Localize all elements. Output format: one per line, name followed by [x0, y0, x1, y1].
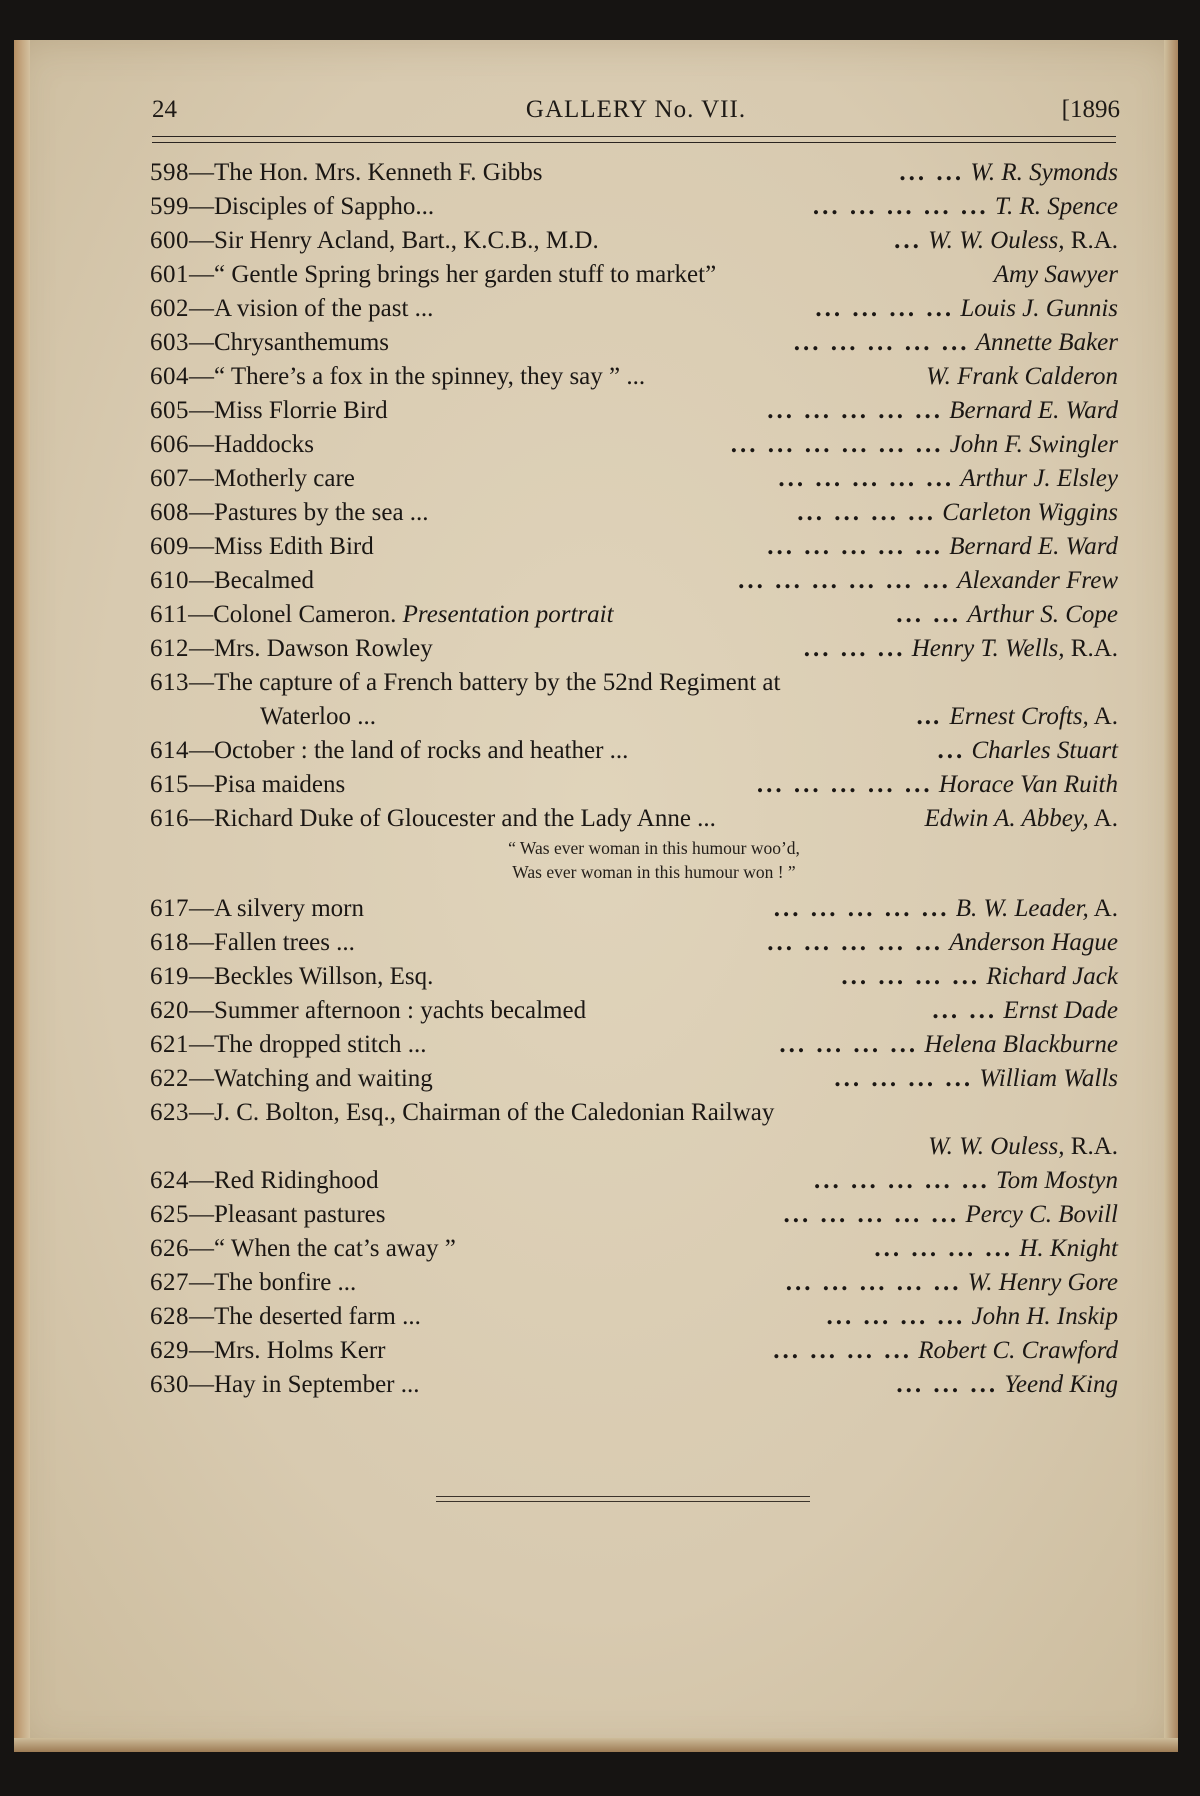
artist-name: Richard Jack [986, 963, 1118, 990]
entry-number: 609 [150, 533, 189, 560]
page-left-edge [14, 40, 30, 1752]
artist-name: Charles Stuart [971, 737, 1118, 764]
catalogue-entry [150, 1164, 1118, 1198]
catalogue-entry [150, 156, 1118, 190]
leader-dots: ... ... ... ... ... [793, 329, 970, 356]
entries-group-a [150, 156, 1118, 666]
catalogue-entry [150, 394, 1118, 428]
entry-number: 605 [150, 397, 189, 424]
artist-name: Ernst Dade [1003, 997, 1118, 1024]
quotation [150, 836, 1118, 892]
entry-title: —A silvery morn [189, 895, 364, 922]
artist-name: Edwin A. Abbey, [924, 805, 1089, 832]
entry-title: —Disciples of Sappho... [189, 193, 435, 220]
leader-dots: ... ... ... ... ... [767, 929, 944, 956]
artist-name: Percy C. Bovill [965, 1201, 1118, 1228]
entry-number: 604 [150, 363, 189, 390]
catalogue-entry [150, 360, 1118, 394]
page-right-edge [1164, 40, 1178, 1752]
artist-suffix: A. [1088, 805, 1118, 832]
catalogue-entry [150, 598, 1118, 632]
catalogue-entry [150, 734, 1118, 768]
leader-dots-visible: ... [916, 703, 950, 730]
entry-number: 619 [150, 963, 189, 990]
entry-title: —The deserted farm ... [189, 1303, 421, 1330]
entry-number: 603 [150, 329, 189, 356]
catalogue-entry-continued [150, 700, 1118, 734]
page-number: 24 [152, 96, 177, 123]
artist-name: Amy Sawyer [993, 261, 1118, 288]
entry-title: —Haddocks [189, 431, 314, 458]
gallery-title: GALLERY No. VII. [525, 96, 747, 123]
catalogue-entry [150, 802, 1118, 836]
catalogue-entry [150, 1300, 1118, 1334]
entry-title: —“ When the cat’s away ” [189, 1235, 456, 1262]
catalogue-entry [150, 892, 1118, 926]
leader-dots: ... ... ... ... ... ... [730, 431, 944, 458]
catalogue-entry [150, 224, 1118, 258]
artist-name: John F. Swingler [949, 431, 1118, 458]
catalogue-entry [150, 462, 1118, 496]
entry-number: 607 [150, 465, 189, 492]
entry-title: —Pastures by the sea ... [189, 499, 429, 526]
entry-number: 622 [150, 1065, 189, 1092]
entry-title: —A vision of the past ... [189, 295, 434, 322]
leader-dots: ... ... ... ... ... [773, 895, 950, 922]
artist-suffix: R.A. [1064, 227, 1118, 254]
leader-dots: ... [894, 227, 922, 254]
quote-line-2: Was ever woman in this humour won ! ” [512, 862, 796, 882]
entry-number: 626 [150, 1235, 189, 1262]
running-header [152, 96, 1120, 130]
entry-title: —Pisa maidens [189, 771, 346, 798]
end-rule [436, 1496, 810, 1502]
entry-title: —The capture of a French battery by the 52nd Regiment at [189, 669, 781, 696]
catalogue-entry [150, 564, 1118, 598]
entry-number: 598 [150, 159, 189, 186]
entry-number: 611 [150, 601, 189, 628]
catalogue-entry [150, 1232, 1118, 1266]
page-bottom-edge [14, 1738, 1178, 1752]
artist-name: Annette Baker [975, 329, 1118, 356]
entry-number: 608 [150, 499, 189, 526]
entry-title: —Sir Henry Acland, Bart., K.C.B., M.D. [189, 227, 599, 254]
artist-name: Horace Van Ruith [938, 771, 1118, 798]
entry-number: 601 [150, 261, 189, 288]
entry-title: —Hay in September ... [189, 1371, 420, 1398]
entry-number: 624 [150, 1167, 189, 1194]
leader-dots: ... ... ... ... ... [756, 771, 933, 798]
artist-name: Anderson Hague [949, 929, 1118, 956]
entry-title: —Miss Florrie Bird [189, 397, 388, 424]
artist-name: Alexander Frew [957, 567, 1118, 594]
artist-name: Robert C. Crawford [918, 1337, 1118, 1364]
entry-title: —Miss Edith Bird [189, 533, 374, 560]
entry-number: 613 [150, 669, 189, 696]
leader-dots: ... ... [896, 601, 962, 628]
artist-suffix: A. [1088, 895, 1118, 922]
leader-dots: ... ... ... ... [841, 963, 981, 990]
entry-number: 615 [150, 771, 189, 798]
entry-number: 610 [150, 567, 189, 594]
leader-dots: ... ... ... ... [874, 1235, 1014, 1262]
artist-name: W. W. Ouless, [928, 227, 1065, 254]
entry-title: —The Hon. Mrs. Kenneth F. Gibbs [189, 159, 543, 186]
leader-dots: ... ... ... ... [834, 1065, 974, 1092]
leader-dots: ... ... ... [896, 1371, 999, 1398]
entry-number: 629 [150, 1337, 189, 1364]
entry-number: 617 [150, 895, 189, 922]
artist-suffix: A. [1088, 703, 1118, 730]
artist-suffix: R.A. [1064, 1133, 1118, 1160]
leader-dots: ... ... ... ... [773, 1337, 912, 1364]
artist-name: Ernest Crofts, [949, 703, 1089, 730]
header-double-rule [152, 136, 1116, 143]
entry-number: 627 [150, 1269, 189, 1296]
catalogue-list [150, 156, 1118, 1402]
artist-name: Yeend King [1004, 1371, 1118, 1398]
entry-title: —Fallen trees ... [189, 929, 355, 956]
artist-name: W. R. Symonds [970, 159, 1118, 186]
leader-dots: ... ... ... ... ... [812, 193, 989, 220]
entry-number: 614 [150, 737, 189, 764]
entry-title: —The dropped stitch ... [189, 1031, 427, 1058]
artist-name: Arthur J. Elsley [960, 465, 1118, 492]
entry-number: 621 [150, 1031, 189, 1058]
catalogue-entry [150, 258, 1118, 292]
entry-number: 616 [150, 805, 189, 832]
entry-title-italic: Presentation portrait [402, 601, 614, 628]
entry-title: —Motherly care [189, 465, 355, 492]
leader-dots: ... ... ... ... [826, 1303, 966, 1330]
entry-title: —Red Ridinghood [189, 1167, 379, 1194]
leader-dots: ... ... ... ... ... [767, 397, 943, 424]
leader-dots: ... ... ... ... [779, 1031, 919, 1058]
entry-title: —Chrysanthemums [189, 329, 389, 356]
entry-title: —Colonel Cameron. [188, 601, 397, 628]
catalogue-entry [150, 768, 1118, 802]
leader-dots: ... ... ... ... ... [767, 533, 943, 560]
entry-title: —Beckles Willson, Esq. [189, 963, 434, 990]
artist-name: Louis J. Gunnis [960, 295, 1118, 322]
entry-title: —Watching and waiting [189, 1065, 433, 1092]
quote-line-1: “ Was ever woman in this humour woo’d, [508, 838, 800, 858]
leader-dots: ... ... ... ... ... [783, 1201, 960, 1228]
artist-name: William Walls [979, 1065, 1118, 1092]
entry-title: —The bonfire ... [189, 1269, 357, 1296]
leader-dots: ... ... ... ... [797, 499, 937, 526]
catalogue-entry [150, 496, 1118, 530]
catalogue-entry [150, 926, 1118, 960]
entry-title: —Becalmed [189, 567, 314, 594]
entry-title: —Mrs. Dawson Rowley [189, 635, 433, 662]
artist-name: Bernard E. Ward [949, 533, 1118, 560]
entry-number: 630 [150, 1371, 189, 1398]
catalogue-entry [150, 1096, 1118, 1130]
leader-dots: ... ... ... ... ... [785, 1269, 962, 1296]
entry-title: —J. C. Bolton, Esq., Chairman of the Caledonian Railway [189, 1099, 775, 1126]
artist-name: W. W. Ouless, [928, 1133, 1065, 1160]
catalogue-entry [150, 1198, 1118, 1232]
artist-name: H. Knight [1019, 1235, 1118, 1262]
entry-title: —Mrs. Holms Kerr [189, 1337, 386, 1364]
entry-title: —Richard Duke of Gloucester and the Lady Anne ... [189, 805, 716, 832]
catalogue-entry [150, 326, 1118, 360]
catalogue-entry [150, 190, 1118, 224]
artist-suffix: R.A. [1064, 635, 1118, 662]
entry-title: —Summer afternoon : yachts becalmed [189, 997, 587, 1024]
entry-number: 618 [150, 929, 189, 956]
artist-name: Arthur S. Cope [967, 601, 1118, 628]
entry-title-continued: Waterloo ... [260, 703, 377, 730]
entries-group-c [150, 892, 1118, 1096]
entry-number: 600 [150, 227, 189, 254]
leader-dots: ... ... [899, 159, 965, 186]
catalogue-entry [150, 530, 1118, 564]
catalogue-entry [150, 666, 1118, 700]
entry-number: 625 [150, 1201, 189, 1228]
artist-name: T. R. Spence [994, 193, 1118, 220]
entry-number: 602 [150, 295, 189, 322]
catalogue-entry [150, 292, 1118, 326]
catalogue-entry [150, 960, 1118, 994]
catalogue-entry [150, 1368, 1118, 1402]
artist-name: W. Henry Gore [967, 1269, 1118, 1296]
entries-group-b [150, 734, 1118, 836]
leader-dots: ... ... ... [803, 635, 906, 662]
entry-number: 606 [150, 431, 189, 458]
artist-name: Henry T. Wells, [911, 635, 1065, 662]
entry-title: —October : the land of rocks and heather ... [189, 737, 629, 764]
leader-dots: ... ... ... ... ... [778, 465, 955, 492]
leader-dots: ... ... ... ... ... ... [738, 567, 951, 594]
artist-name: Carleton Wiggins [942, 499, 1118, 526]
leader-dots: ... ... [932, 997, 998, 1024]
catalogue-entry [150, 1266, 1118, 1300]
leader-dots: ... [937, 737, 966, 764]
catalogue-entry [150, 1334, 1118, 1368]
leader-dots: ... ... ... ... [815, 295, 955, 322]
artist-name: Helena Blackburne [924, 1031, 1118, 1058]
artist-name: Bernard E. Ward [949, 397, 1118, 424]
artist-name: W. Frank Calderon [926, 363, 1118, 390]
entry-title: —Pleasant pastures [189, 1201, 386, 1228]
catalogue-entry [150, 994, 1118, 1028]
artist-name: B. W. Leader, [955, 895, 1089, 922]
artist-name: John H. Inskip [971, 1303, 1118, 1330]
catalogue-entry [150, 428, 1118, 462]
entry-title: —“ Gentle Spring brings her garden stuff to market” [189, 261, 717, 288]
entry-title: —“ There’s a fox in the spinney, they say ” ... [189, 363, 646, 390]
entry-number: 623 [150, 1099, 189, 1126]
entry-number: 620 [150, 997, 189, 1024]
year-label: [1896 [1061, 96, 1120, 123]
catalogue-entry [150, 1028, 1118, 1062]
entry-number: 612 [150, 635, 189, 662]
leader-dots: ... ... ... ... ... [813, 1167, 990, 1194]
entry-number: 628 [150, 1303, 189, 1330]
entries-group-d [150, 1164, 1118, 1402]
artist-name: Tom Mostyn [995, 1167, 1118, 1194]
catalogue-entry [150, 1062, 1118, 1096]
entry-number: 599 [150, 193, 189, 220]
catalogue-entry [150, 632, 1118, 666]
catalogue-entry-artist-line [150, 1130, 1118, 1164]
